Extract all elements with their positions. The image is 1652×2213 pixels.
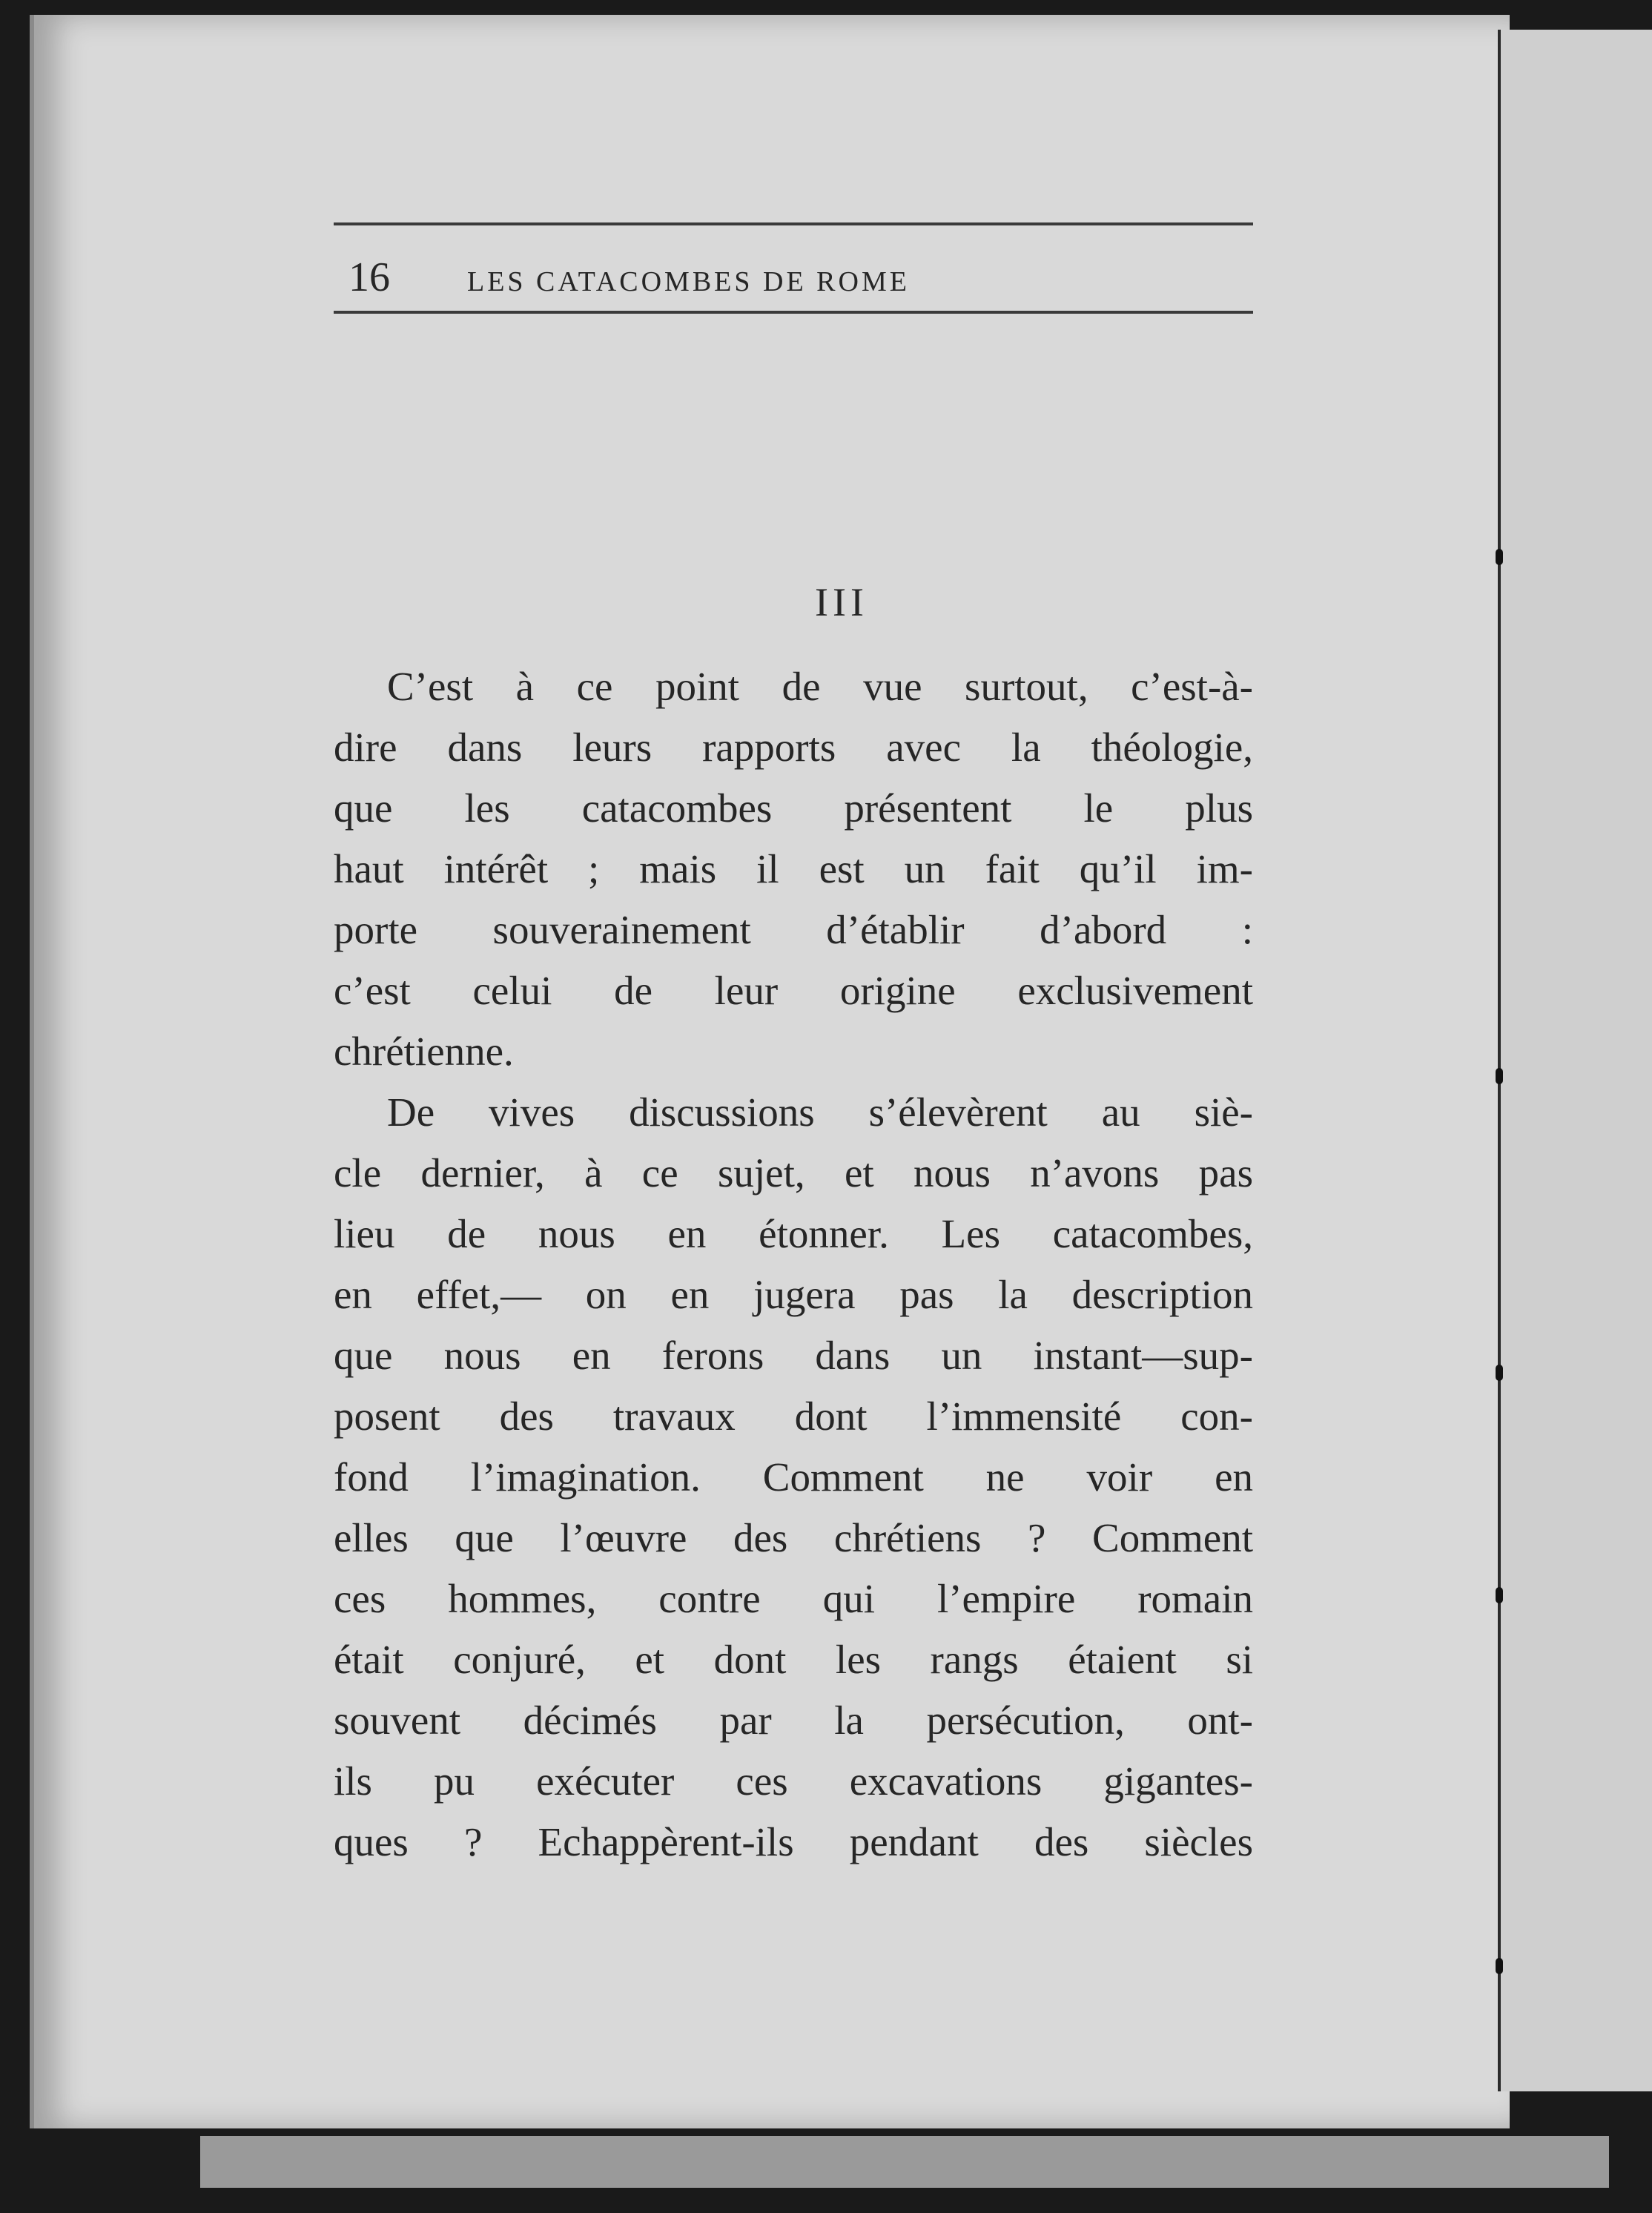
- paragraph-2: [334, 1082, 1253, 1873]
- header-bottom-rule: [334, 311, 1253, 314]
- binding-stitch: [1496, 1958, 1503, 1974]
- text-line: c’est celui de leur origine exclusivement: [334, 968, 1253, 1013]
- text-line: porte souverainement d’établir d’abord :: [334, 907, 1253, 952]
- text-line: était conjuré, et dont les rangs étaient si: [334, 1637, 1253, 1682]
- text-line: que les catacombes présentent le plus: [334, 785, 1253, 831]
- page-number: 16: [348, 254, 390, 300]
- text-line: que nous en ferons dans un instant—sup-: [334, 1333, 1253, 1378]
- page-bottom-edge: [200, 2136, 1609, 2188]
- text-line: De vives discussions s’élevèrent au siè-: [387, 1089, 1253, 1135]
- facing-page-edge: [1498, 30, 1652, 2091]
- text-line: lieu de nous en étonner. Les catacombes,: [334, 1211, 1253, 1256]
- text-line: souvent décimés par la persécution, ont-: [334, 1698, 1253, 1743]
- text-line: fond l’imagination. Comment ne voir en: [334, 1454, 1253, 1500]
- text-line: chrétienne.: [334, 1029, 514, 1074]
- binding-stitch: [1496, 1587, 1503, 1603]
- binding-stitch: [1496, 549, 1503, 565]
- binding-stitch: [1496, 1365, 1503, 1381]
- text-line: en effet,— on en jugera pas la description: [334, 1272, 1253, 1317]
- binding-stitch: [1496, 1068, 1503, 1084]
- text-line: posent des travaux dont l’immensité con-: [334, 1394, 1253, 1439]
- text-line: ques ? Echappèrent-ils pendant des siècles: [334, 1819, 1253, 1864]
- text-line: elles que l’œuvre des chrétiens ? Comment: [334, 1515, 1253, 1560]
- page-content: [334, 222, 1253, 1873]
- paragraph-1: [334, 656, 1253, 1082]
- text-line: haut intérêt ; mais il est un fait qu’il im-: [334, 846, 1253, 891]
- section-number: III: [815, 580, 868, 624]
- text-line: cle dernier, à ce sujet, et nous n’avons pas: [334, 1150, 1253, 1195]
- text-line: C’est à ce point de vue surtout, c’est-à-: [387, 664, 1253, 709]
- text-line: dire dans leurs rapports avec la théologie,: [334, 725, 1253, 770]
- text-line: ces hommes, contre qui l’empire romain: [334, 1576, 1253, 1621]
- body-text: [334, 656, 1253, 1873]
- book-title: LES CATACOMBES DE ROME: [467, 266, 910, 297]
- running-head: [334, 225, 1253, 311]
- text-line: ils pu exécuter ces excavations gigantes-: [334, 1758, 1253, 1804]
